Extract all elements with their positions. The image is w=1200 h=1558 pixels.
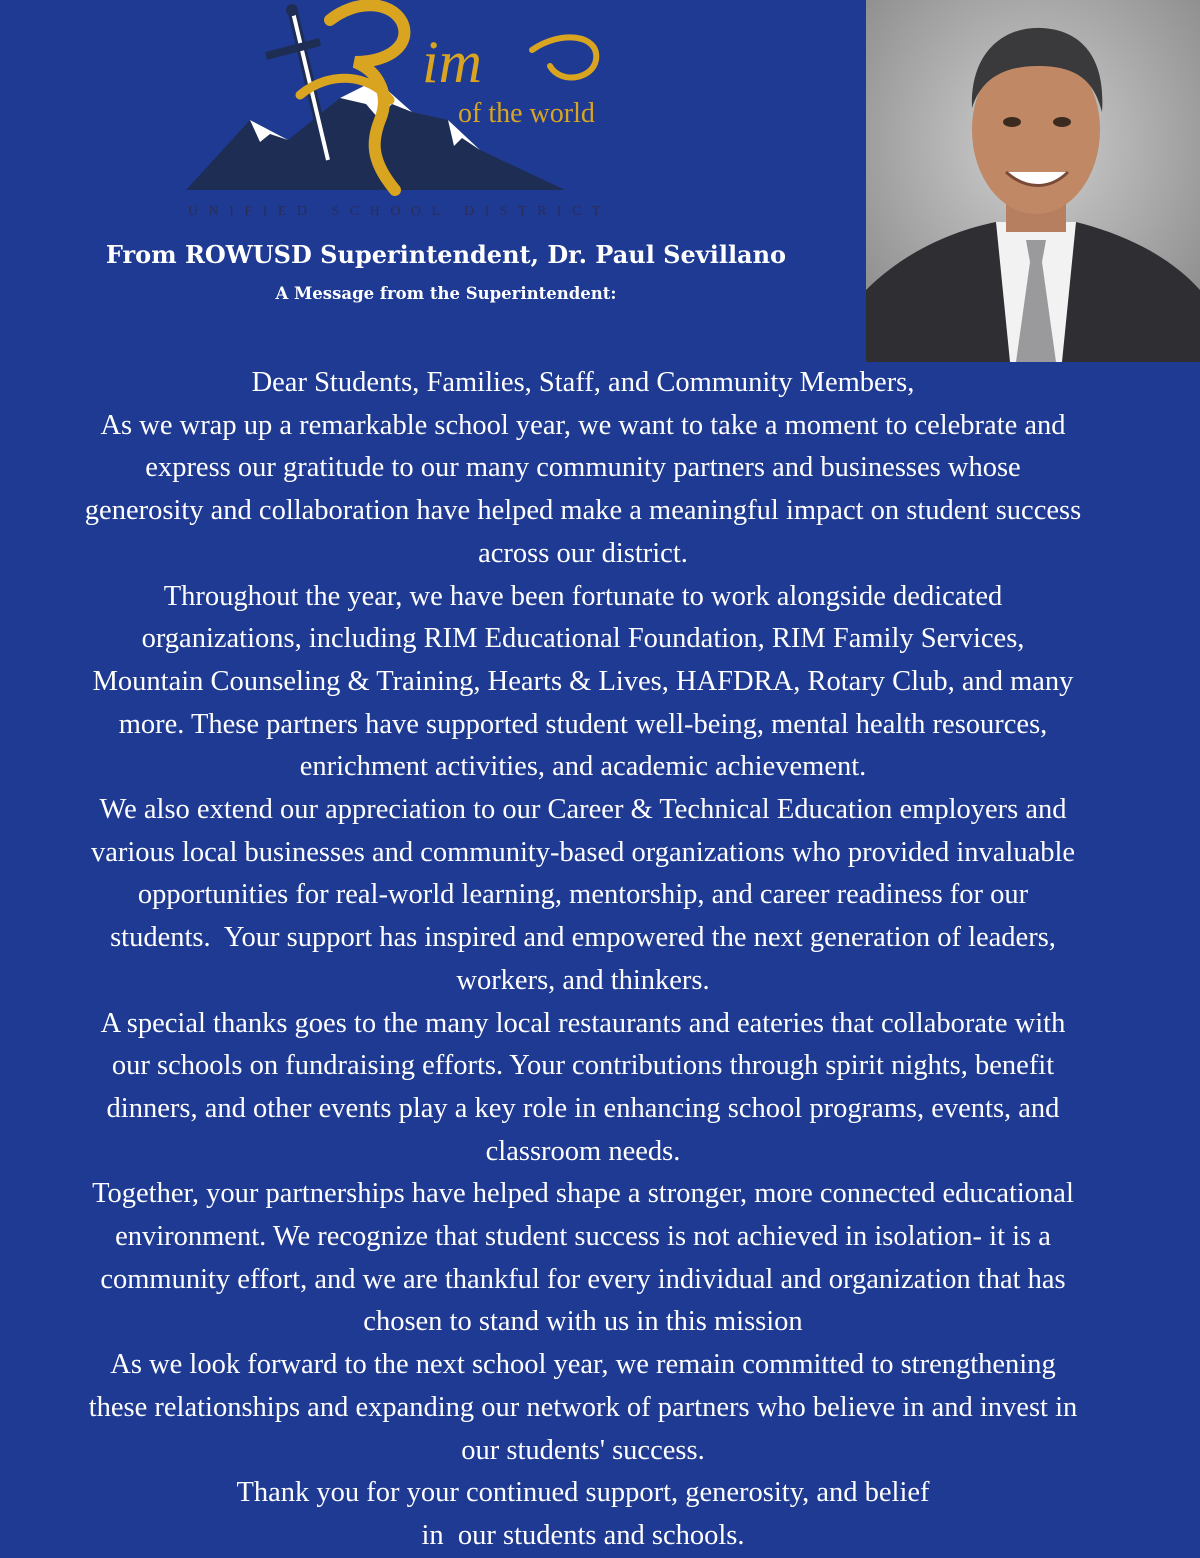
letter-line: Dear Students, Families, Staff, and Community Members,: [251, 367, 915, 398]
letter-line: our students' success.: [461, 1434, 705, 1466]
letter-line: environment. We recognize that student success is not achieved in isolation- it is a: [115, 1221, 1051, 1253]
page-subtitle: A Message from the Superintendent:: [275, 284, 617, 303]
letter-line: As we look forward to the next school year, we remain committed to strengthening: [110, 1349, 1056, 1381]
letter-line: community effort, and we are thankful for every individual and organization that has: [100, 1263, 1066, 1295]
letter-line: in our students and schools.: [421, 1519, 745, 1551]
letter-line: dinners, and other events play a key role in enhancing school programs, events, and: [106, 1092, 1060, 1124]
superintendent-portrait: [866, 0, 1200, 362]
letter-line: more. These partners have supported student well-being, mental health resources,: [118, 708, 1048, 740]
letter-line: We also extend our appreciation to our Career & Technical Education employers and: [99, 794, 1067, 826]
letter-line: express our gratitude to our many community partners and businesses whose: [145, 452, 1021, 484]
letter-line: our schools on fundraising efforts. Your contributions through spirit nights, benefit: [111, 1050, 1055, 1082]
letter-line: chosen to stand with us in this mission: [363, 1306, 803, 1338]
letter-line: As we wrap up a remarkable school year, we want to take a moment to celebrate and: [100, 409, 1066, 441]
logo-brand-text: im: [422, 29, 482, 95]
gold-flourish: [532, 37, 596, 77]
letter-line: Mountain Counseling & Training, Hearts & Lives, HAFDRA, Rotary Club, and many: [92, 665, 1074, 697]
letter-line: students. Your support has inspired and empowered the next generation of leaders,: [110, 922, 1056, 954]
sword-guard: [266, 42, 320, 56]
letter-line: classroom needs.: [485, 1135, 681, 1167]
letter-line: Thank you for your continued support, generosity, and belief: [236, 1477, 930, 1509]
letter-line: these relationships and expanding our network of partners who believe in and invest in: [88, 1391, 1078, 1423]
letter-line: various local businesses and community-based organizations who provided invaluable: [90, 836, 1076, 868]
letter-line: organizations, including RIM Educational Foundation, RIM Family Services,: [141, 623, 1025, 655]
letter-line: across our district.: [478, 537, 688, 569]
letter-line: Together, your partnerships have helped shape a stronger, more connected educational: [92, 1178, 1074, 1210]
superintendent-letter: [0, 362, 1166, 1558]
district-name: UNIFIED SCHOOL DISTRICT: [188, 204, 611, 219]
letter-line: enrichment activities, and academic achievement.: [299, 751, 867, 783]
letter-line: workers, and thinkers.: [456, 964, 710, 996]
logo-tagline: of the world: [458, 98, 595, 129]
rim-logo-icon: [180, 0, 640, 235]
letter-line: Throughout the year, we have been fortunate to work alongside dedicated: [163, 580, 1003, 612]
page-title: From ROWUSD Superintendent, Dr. Paul Sevillano: [105, 240, 787, 269]
district-logo: [180, 0, 640, 235]
letter-line: A special thanks goes to the many local restaurants and eateries that collaborate with: [100, 1007, 1066, 1039]
portrait-photo-icon: [866, 0, 1200, 362]
letter-line: generosity and collaboration have helped make a meaningful impact on student success: [84, 495, 1082, 527]
letter-line: opportunities for real-world learning, mentorship, and career readiness for our: [137, 879, 1029, 911]
